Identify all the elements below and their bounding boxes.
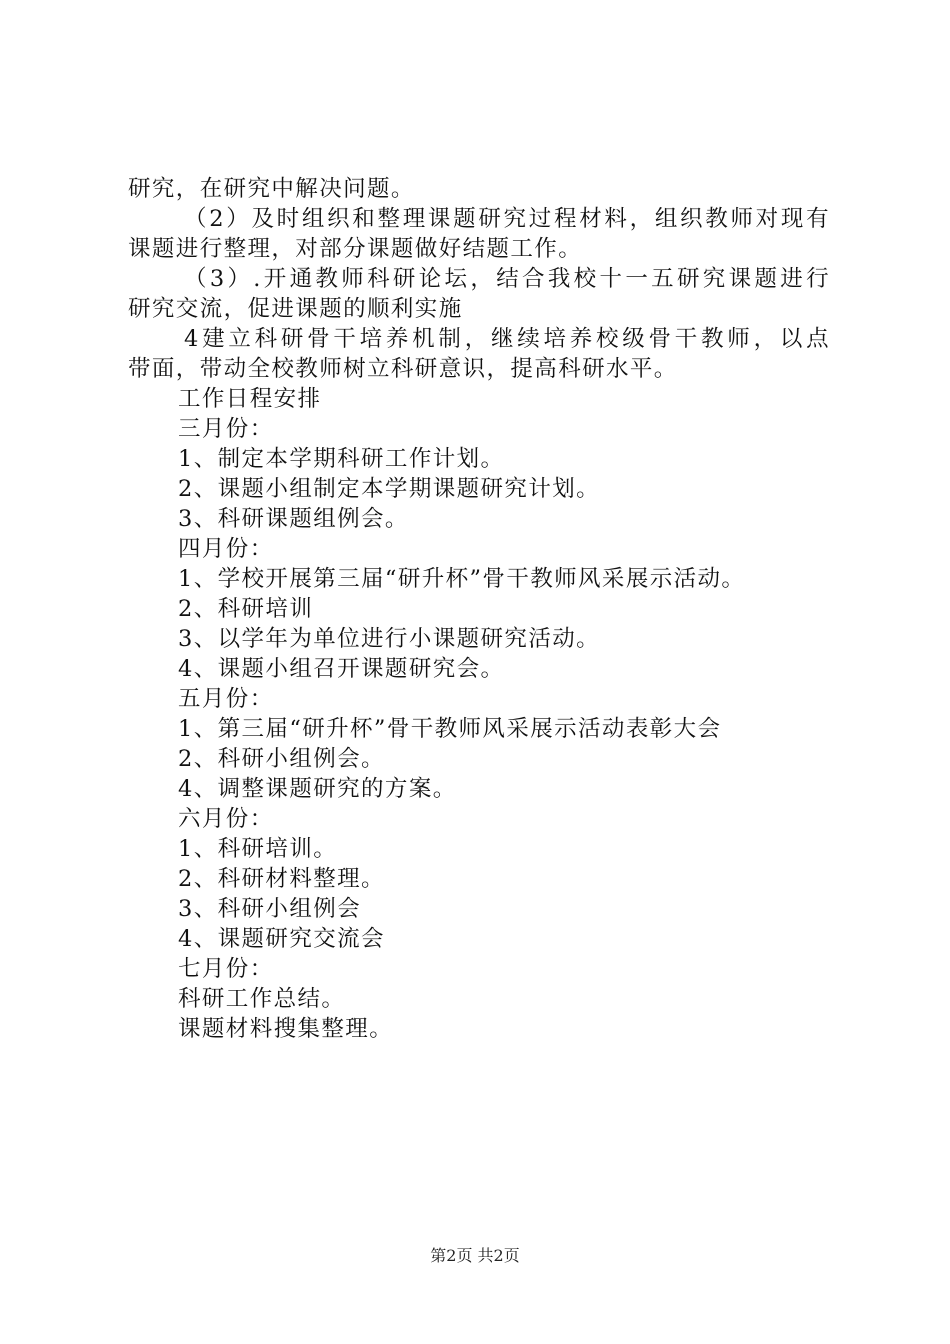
- month-heading: 三月份：: [178, 416, 274, 442]
- list-item: 3、以学年为单位进行小课题研究活动。: [178, 626, 601, 652]
- list-item: 3、科研小组例会: [178, 896, 362, 922]
- list-item: 科研工作总结。: [178, 986, 346, 1012]
- paragraph-line: 研究交流，促进课题的顺利实施: [128, 296, 463, 322]
- month-heading: 五月份：: [178, 686, 274, 712]
- page-number-footer: 第2页 共2页: [430, 1246, 520, 1265]
- paragraph-line: （2）及时组织和整理课题研究过程材料，组织教师对现有: [184, 206, 830, 232]
- paragraph-line: 研究，在研究中解决问题。: [128, 176, 415, 202]
- section-heading: 工作日程安排: [178, 386, 322, 412]
- list-item: 2、科研培训: [178, 596, 314, 622]
- list-item: 1、制定本学期科研工作计划。: [178, 446, 505, 472]
- list-item: 4、课题小组召开课题研究会。: [178, 656, 505, 682]
- list-item: 2、科研小组例会。: [178, 746, 385, 772]
- list-item: 1、科研培训。: [178, 836, 338, 862]
- month-heading: 七月份：: [178, 956, 274, 982]
- list-item: 3、科研课题组例会。: [178, 506, 409, 532]
- list-item: 1、第三届“研升杯”骨干教师风采展示活动表彰大会: [178, 716, 722, 742]
- list-item: 4、调整课题研究的方案。: [178, 776, 457, 802]
- list-item: 1、学校开展第三届“研升杯”骨干教师风采展示活动。: [178, 566, 746, 592]
- list-item: 2、科研材料整理。: [178, 866, 385, 892]
- document-body: [128, 174, 830, 1044]
- list-item: 课题材料搜集整理。: [178, 1016, 394, 1042]
- list-item: 2、课题小组制定本学期课题研究计划。: [178, 476, 601, 502]
- month-heading: 四月份：: [178, 536, 274, 562]
- paragraph-line: （3）.开通教师科研论坛，结合我校十一五研究课题进行: [184, 266, 830, 292]
- list-item: 4、课题研究交流会: [178, 926, 385, 952]
- paragraph-line: 带面，带动全校教师树立科研意识，提高科研水平。: [128, 356, 678, 382]
- month-heading: 六月份：: [178, 806, 274, 832]
- paragraph-line: 4建立科研骨干培养机制，继续培养校级骨干教师，以点: [184, 326, 830, 352]
- paragraph-line: 课题进行整理，对部分课题做好结题工作。: [128, 236, 583, 262]
